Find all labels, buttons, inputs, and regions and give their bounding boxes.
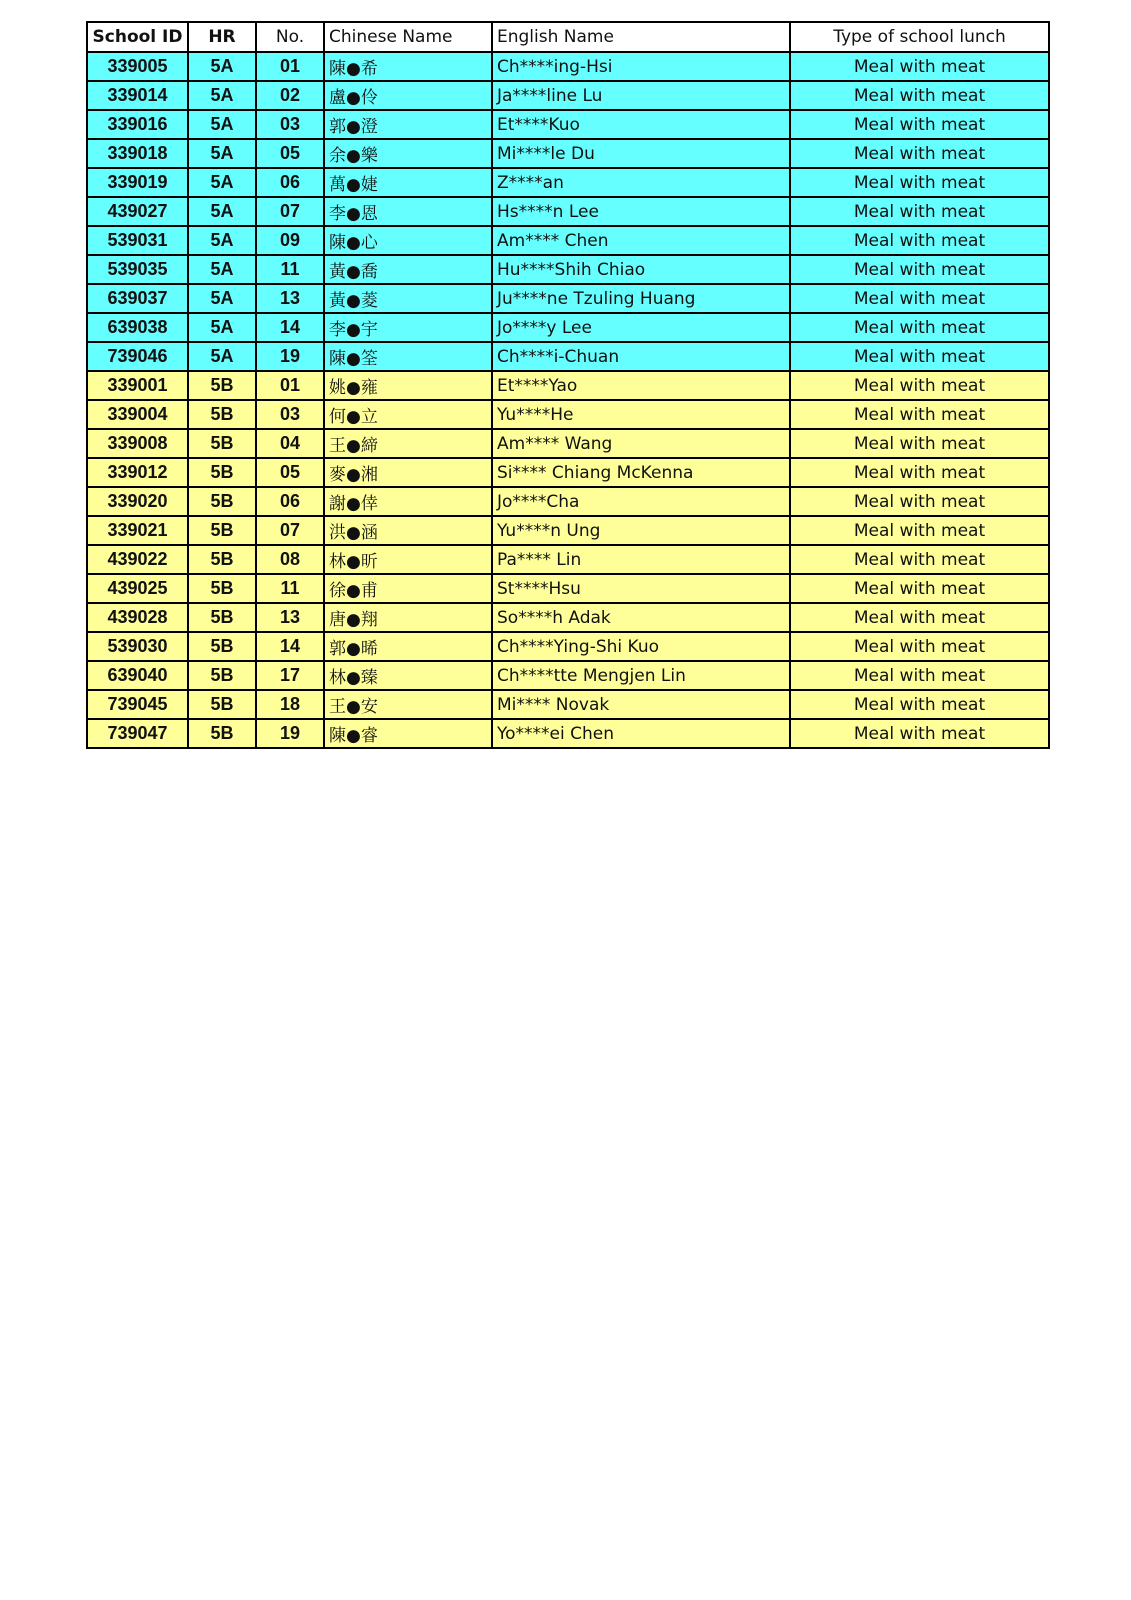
- school-lunch-table: [86, 21, 1050, 749]
- chinese-name-cell: 陳●筌: [324, 342, 492, 371]
- table-header-row: [87, 22, 1049, 52]
- chinese-name-cell: 盧●伶: [324, 81, 492, 110]
- lunch-type-cell: Meal with meat: [790, 284, 1049, 313]
- hr-header: HR: [188, 22, 256, 52]
- school-id-cell: 539030: [87, 632, 188, 661]
- seat-number-cell: 07: [256, 197, 324, 226]
- table-row: [87, 255, 1049, 284]
- lunch-type-cell: Meal with meat: [790, 574, 1049, 603]
- school-id-header: School ID: [87, 22, 188, 52]
- chinese-name-cell: 何●立: [324, 400, 492, 429]
- english-name-cell: Am**** Wang: [492, 429, 790, 458]
- table-row: [87, 603, 1049, 632]
- seat-number-cell: 03: [256, 400, 324, 429]
- table-row: [87, 400, 1049, 429]
- table-row: [87, 516, 1049, 545]
- table-row: [87, 545, 1049, 574]
- seat-number-cell: 06: [256, 168, 324, 197]
- homeroom-cell: 5A: [188, 52, 256, 81]
- chinese-name-cell: 洪●涵: [324, 516, 492, 545]
- homeroom-cell: 5B: [188, 487, 256, 516]
- number-header: No.: [256, 22, 324, 52]
- school-id-cell: 439027: [87, 197, 188, 226]
- lunch-type-cell: Meal with meat: [790, 603, 1049, 632]
- homeroom-cell: 5A: [188, 313, 256, 342]
- chinese-name-cell: 黃●喬: [324, 255, 492, 284]
- seat-number-cell: 03: [256, 110, 324, 139]
- table-row: [87, 371, 1049, 400]
- lunch-type-cell: Meal with meat: [790, 487, 1049, 516]
- english-name-cell: Ch****i-Chuan: [492, 342, 790, 371]
- seat-number-cell: 07: [256, 516, 324, 545]
- school-id-cell: 339016: [87, 110, 188, 139]
- english-name-cell: Si**** Chiang McKenna: [492, 458, 790, 487]
- chinese-name-cell: 余●樂: [324, 139, 492, 168]
- english-name-cell: St****Hsu: [492, 574, 790, 603]
- table-row: [87, 284, 1049, 313]
- table-row: [87, 226, 1049, 255]
- chinese-name-cell: 黃●菱: [324, 284, 492, 313]
- school-id-cell: 739045: [87, 690, 188, 719]
- table-row: [87, 52, 1049, 81]
- lunch-type-cell: Meal with meat: [790, 429, 1049, 458]
- chinese-name-cell: 麥●湘: [324, 458, 492, 487]
- table-row: [87, 574, 1049, 603]
- homeroom-cell: 5B: [188, 603, 256, 632]
- homeroom-cell: 5B: [188, 574, 256, 603]
- school-id-cell: 639040: [87, 661, 188, 690]
- school-id-cell: 639038: [87, 313, 188, 342]
- english-name-cell: Yu****n Ung: [492, 516, 790, 545]
- table-row: [87, 342, 1049, 371]
- chinese-name-cell: 郭●晞: [324, 632, 492, 661]
- english-name-cell: Yo****ei Chen: [492, 719, 790, 748]
- english-name-cell: Yu****He: [492, 400, 790, 429]
- school-id-cell: 539031: [87, 226, 188, 255]
- homeroom-cell: 5A: [188, 284, 256, 313]
- homeroom-cell: 5B: [188, 371, 256, 400]
- table-row: [87, 458, 1049, 487]
- chinese-name-cell: 林●昕: [324, 545, 492, 574]
- chinese-name-cell: 陳●睿: [324, 719, 492, 748]
- chinese-name-cell: 謝●倖: [324, 487, 492, 516]
- table-row: [87, 632, 1049, 661]
- lunch-type-cell: Meal with meat: [790, 168, 1049, 197]
- lunch-type-cell: Meal with meat: [790, 516, 1049, 545]
- chinese-name-cell: 王●安: [324, 690, 492, 719]
- table-row: [87, 197, 1049, 226]
- english-name-cell: Ju****ne Tzuling Huang: [492, 284, 790, 313]
- lunch-type-cell: Meal with meat: [790, 371, 1049, 400]
- seat-number-cell: 06: [256, 487, 324, 516]
- school-id-cell: 339018: [87, 139, 188, 168]
- seat-number-cell: 11: [256, 255, 324, 284]
- seat-number-cell: 01: [256, 52, 324, 81]
- lunch-type-cell: Meal with meat: [790, 458, 1049, 487]
- english-name-cell: So****h Adak: [492, 603, 790, 632]
- school-id-cell: 539035: [87, 255, 188, 284]
- seat-number-cell: 11: [256, 574, 324, 603]
- chinese-name-cell: 李●宇: [324, 313, 492, 342]
- homeroom-cell: 5A: [188, 255, 256, 284]
- lunch-type-cell: Meal with meat: [790, 400, 1049, 429]
- seat-number-cell: 13: [256, 284, 324, 313]
- homeroom-cell: 5B: [188, 690, 256, 719]
- chinese-name-cell: 陳●希: [324, 52, 492, 81]
- homeroom-cell: 5A: [188, 168, 256, 197]
- school-id-cell: 339021: [87, 516, 188, 545]
- english-name-cell: Mi**** Novak: [492, 690, 790, 719]
- school-id-cell: 339001: [87, 371, 188, 400]
- seat-number-cell: 19: [256, 342, 324, 371]
- table-body: [87, 52, 1049, 748]
- homeroom-cell: 5B: [188, 516, 256, 545]
- lunch-type-cell: Meal with meat: [790, 110, 1049, 139]
- lunch-type-cell: Meal with meat: [790, 632, 1049, 661]
- seat-number-cell: 08: [256, 545, 324, 574]
- lunch-type-cell: Meal with meat: [790, 313, 1049, 342]
- school-id-cell: 339005: [87, 52, 188, 81]
- lunch-type-cell: Meal with meat: [790, 197, 1049, 226]
- chinese-name-cell: 萬●婕: [324, 168, 492, 197]
- english-name-cell: Am**** Chen: [492, 226, 790, 255]
- homeroom-cell: 5B: [188, 719, 256, 748]
- english-name-header: English Name: [492, 22, 790, 52]
- homeroom-cell: 5A: [188, 81, 256, 110]
- seat-number-cell: 05: [256, 139, 324, 168]
- lunch-type-cell: Meal with meat: [790, 226, 1049, 255]
- homeroom-cell: 5B: [188, 458, 256, 487]
- english-name-cell: Jo****y Lee: [492, 313, 790, 342]
- seat-number-cell: 09: [256, 226, 324, 255]
- school-id-cell: 439025: [87, 574, 188, 603]
- english-name-cell: Hu****Shih Chiao: [492, 255, 790, 284]
- lunch-type-cell: Meal with meat: [790, 690, 1049, 719]
- school-id-cell: 739046: [87, 342, 188, 371]
- seat-number-cell: 02: [256, 81, 324, 110]
- lunch-type-cell: Meal with meat: [790, 52, 1049, 81]
- lunch-type-cell: Meal with meat: [790, 545, 1049, 574]
- school-id-cell: 439028: [87, 603, 188, 632]
- table-row: [87, 313, 1049, 342]
- homeroom-cell: 5A: [188, 110, 256, 139]
- english-name-cell: Pa**** Lin: [492, 545, 790, 574]
- homeroom-cell: 5A: [188, 342, 256, 371]
- lunch-type-cell: Meal with meat: [790, 139, 1049, 168]
- table-row: [87, 429, 1049, 458]
- table-row: [87, 719, 1049, 748]
- table-row: [87, 81, 1049, 110]
- chinese-name-cell: 姚●雍: [324, 371, 492, 400]
- english-name-cell: Ja****line Lu: [492, 81, 790, 110]
- chinese-name-cell: 郭●澄: [324, 110, 492, 139]
- chinese-name-cell: 徐●甫: [324, 574, 492, 603]
- table-row: [87, 690, 1049, 719]
- seat-number-cell: 19: [256, 719, 324, 748]
- english-name-cell: Et****Kuo: [492, 110, 790, 139]
- chinese-name-header: Chinese Name: [324, 22, 492, 52]
- chinese-name-cell: 林●臻: [324, 661, 492, 690]
- school-id-cell: 339019: [87, 168, 188, 197]
- english-name-cell: Ch****Ying-Shi Kuo: [492, 632, 790, 661]
- table-row: [87, 168, 1049, 197]
- homeroom-cell: 5B: [188, 632, 256, 661]
- lunch-type-header: Type of school lunch: [790, 22, 1049, 52]
- homeroom-cell: 5B: [188, 661, 256, 690]
- english-name-cell: Mi****le Du: [492, 139, 790, 168]
- chinese-name-cell: 唐●翔: [324, 603, 492, 632]
- lunch-type-cell: Meal with meat: [790, 719, 1049, 748]
- school-id-cell: 739047: [87, 719, 188, 748]
- homeroom-cell: 5B: [188, 400, 256, 429]
- seat-number-cell: 01: [256, 371, 324, 400]
- seat-number-cell: 18: [256, 690, 324, 719]
- school-id-cell: 339008: [87, 429, 188, 458]
- lunch-type-cell: Meal with meat: [790, 255, 1049, 284]
- school-id-cell: 339004: [87, 400, 188, 429]
- homeroom-cell: 5A: [188, 197, 256, 226]
- chinese-name-cell: 王●締: [324, 429, 492, 458]
- lunch-type-cell: Meal with meat: [790, 342, 1049, 371]
- seat-number-cell: 14: [256, 313, 324, 342]
- table-row: [87, 661, 1049, 690]
- school-id-cell: 639037: [87, 284, 188, 313]
- table-row: [87, 110, 1049, 139]
- homeroom-cell: 5A: [188, 139, 256, 168]
- homeroom-cell: 5B: [188, 429, 256, 458]
- english-name-cell: Ch****ing-Hsi: [492, 52, 790, 81]
- homeroom-cell: 5A: [188, 226, 256, 255]
- english-name-cell: Et****Yao: [492, 371, 790, 400]
- english-name-cell: Ch****tte Mengjen Lin: [492, 661, 790, 690]
- school-id-cell: 339014: [87, 81, 188, 110]
- chinese-name-cell: 陳●心: [324, 226, 492, 255]
- chinese-name-cell: 李●恩: [324, 197, 492, 226]
- homeroom-cell: 5B: [188, 545, 256, 574]
- seat-number-cell: 04: [256, 429, 324, 458]
- school-id-cell: 339020: [87, 487, 188, 516]
- english-name-cell: Z****an: [492, 168, 790, 197]
- table-row: [87, 487, 1049, 516]
- lunch-type-cell: Meal with meat: [790, 81, 1049, 110]
- school-id-cell: 439022: [87, 545, 188, 574]
- school-id-cell: 339012: [87, 458, 188, 487]
- english-name-cell: Jo****Cha: [492, 487, 790, 516]
- table-row: [87, 139, 1049, 168]
- english-name-cell: Hs****n Lee: [492, 197, 790, 226]
- seat-number-cell: 05: [256, 458, 324, 487]
- seat-number-cell: 14: [256, 632, 324, 661]
- lunch-type-cell: Meal with meat: [790, 661, 1049, 690]
- seat-number-cell: 17: [256, 661, 324, 690]
- seat-number-cell: 13: [256, 603, 324, 632]
